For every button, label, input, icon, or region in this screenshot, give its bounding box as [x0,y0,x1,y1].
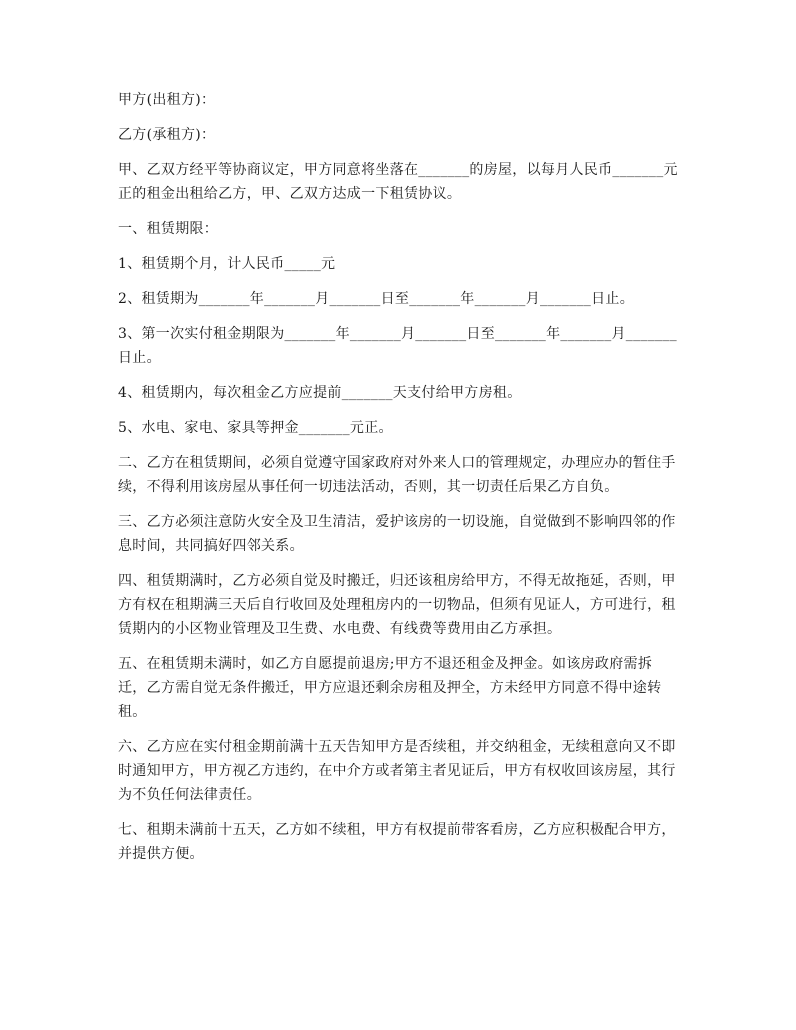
clause-3: 三、乙方必须注意防火安全及卫生清洁，爱护该房的一切设施，自觉做到不影响四邻的作息时间，共同搞好四邻关系。 [118,514,676,554]
clause-2: 二、乙方在租赁期间，必须自觉遵守国家政府对外来人口的管理规定，办理应办的暂住手续，不得利用该房屋从事任何一切违法活动，否则，其一切责任后果乙方自负。 [118,455,676,495]
clause-1-4: 4、租赁期内，每次租金乙方应提前_______天支付给甲方房租。 [118,385,522,401]
clause-1-3: 3、第一次实付租金期限为_______年_______月_______日至_______年_______月_______日止。 [118,326,677,366]
section-heading-lease-term: 一、租赁期限： [118,221,219,237]
party-b-line: 乙方(承租方)： [118,127,216,143]
clause-7: 七、租期未满前十五天，乙方如不续租，甲方有权提前带客看房，乙方应积极配合甲方，并提供方便。 [118,822,676,862]
document-body [118,88,680,877]
agreement-intro: 甲、乙双方经平等协商议定，甲方同意将坐落在_______的房屋，以每月人民币_______元正的租金出租给乙方，甲、乙双方达成一下租赁协议。 [118,162,678,202]
clause-4: 四、租赁期满时，乙方必须自觉及时搬迁，归还该租房给甲方，不得无故拖延，否则，甲方有权在租期满三天后自行收回及处理租房内的一切物品，但须有见证人，方可进行，租赁期内的小区物业管理及卫生费、水电费、有线费等费用由乙方承担。 [118,573,676,637]
party-a-line: 甲方(出租方)： [118,92,216,108]
clause-5: 五、在租赁期未满时，如乙方自愿提前退房;甲方不退还租金及押金。如该房政府需拆迁，乙方需自觉无条件搬迁，甲方应退还剩余房租及押全，方未经甲方同意不得中途转租。 [118,656,662,720]
clause-1-5: 5、水电、家电、家具等押金_______元正。 [118,420,393,436]
clause-6: 六、乙方应在实付租金期前满十五天告知甲方是否续租，并交纳租金，无续租意向又不即时通知甲方，甲方视乙方违约，在中介方或者第主者见证后，甲方有权收回该房屋，其行为不负任何法律责任。 [118,739,676,803]
clause-1-2: 2、租赁期为_______年_______月_______日至_______年_______月_______日止。 [118,291,635,307]
clause-1-1: 1、租赁期个月，计人民币_____元 [118,256,336,272]
